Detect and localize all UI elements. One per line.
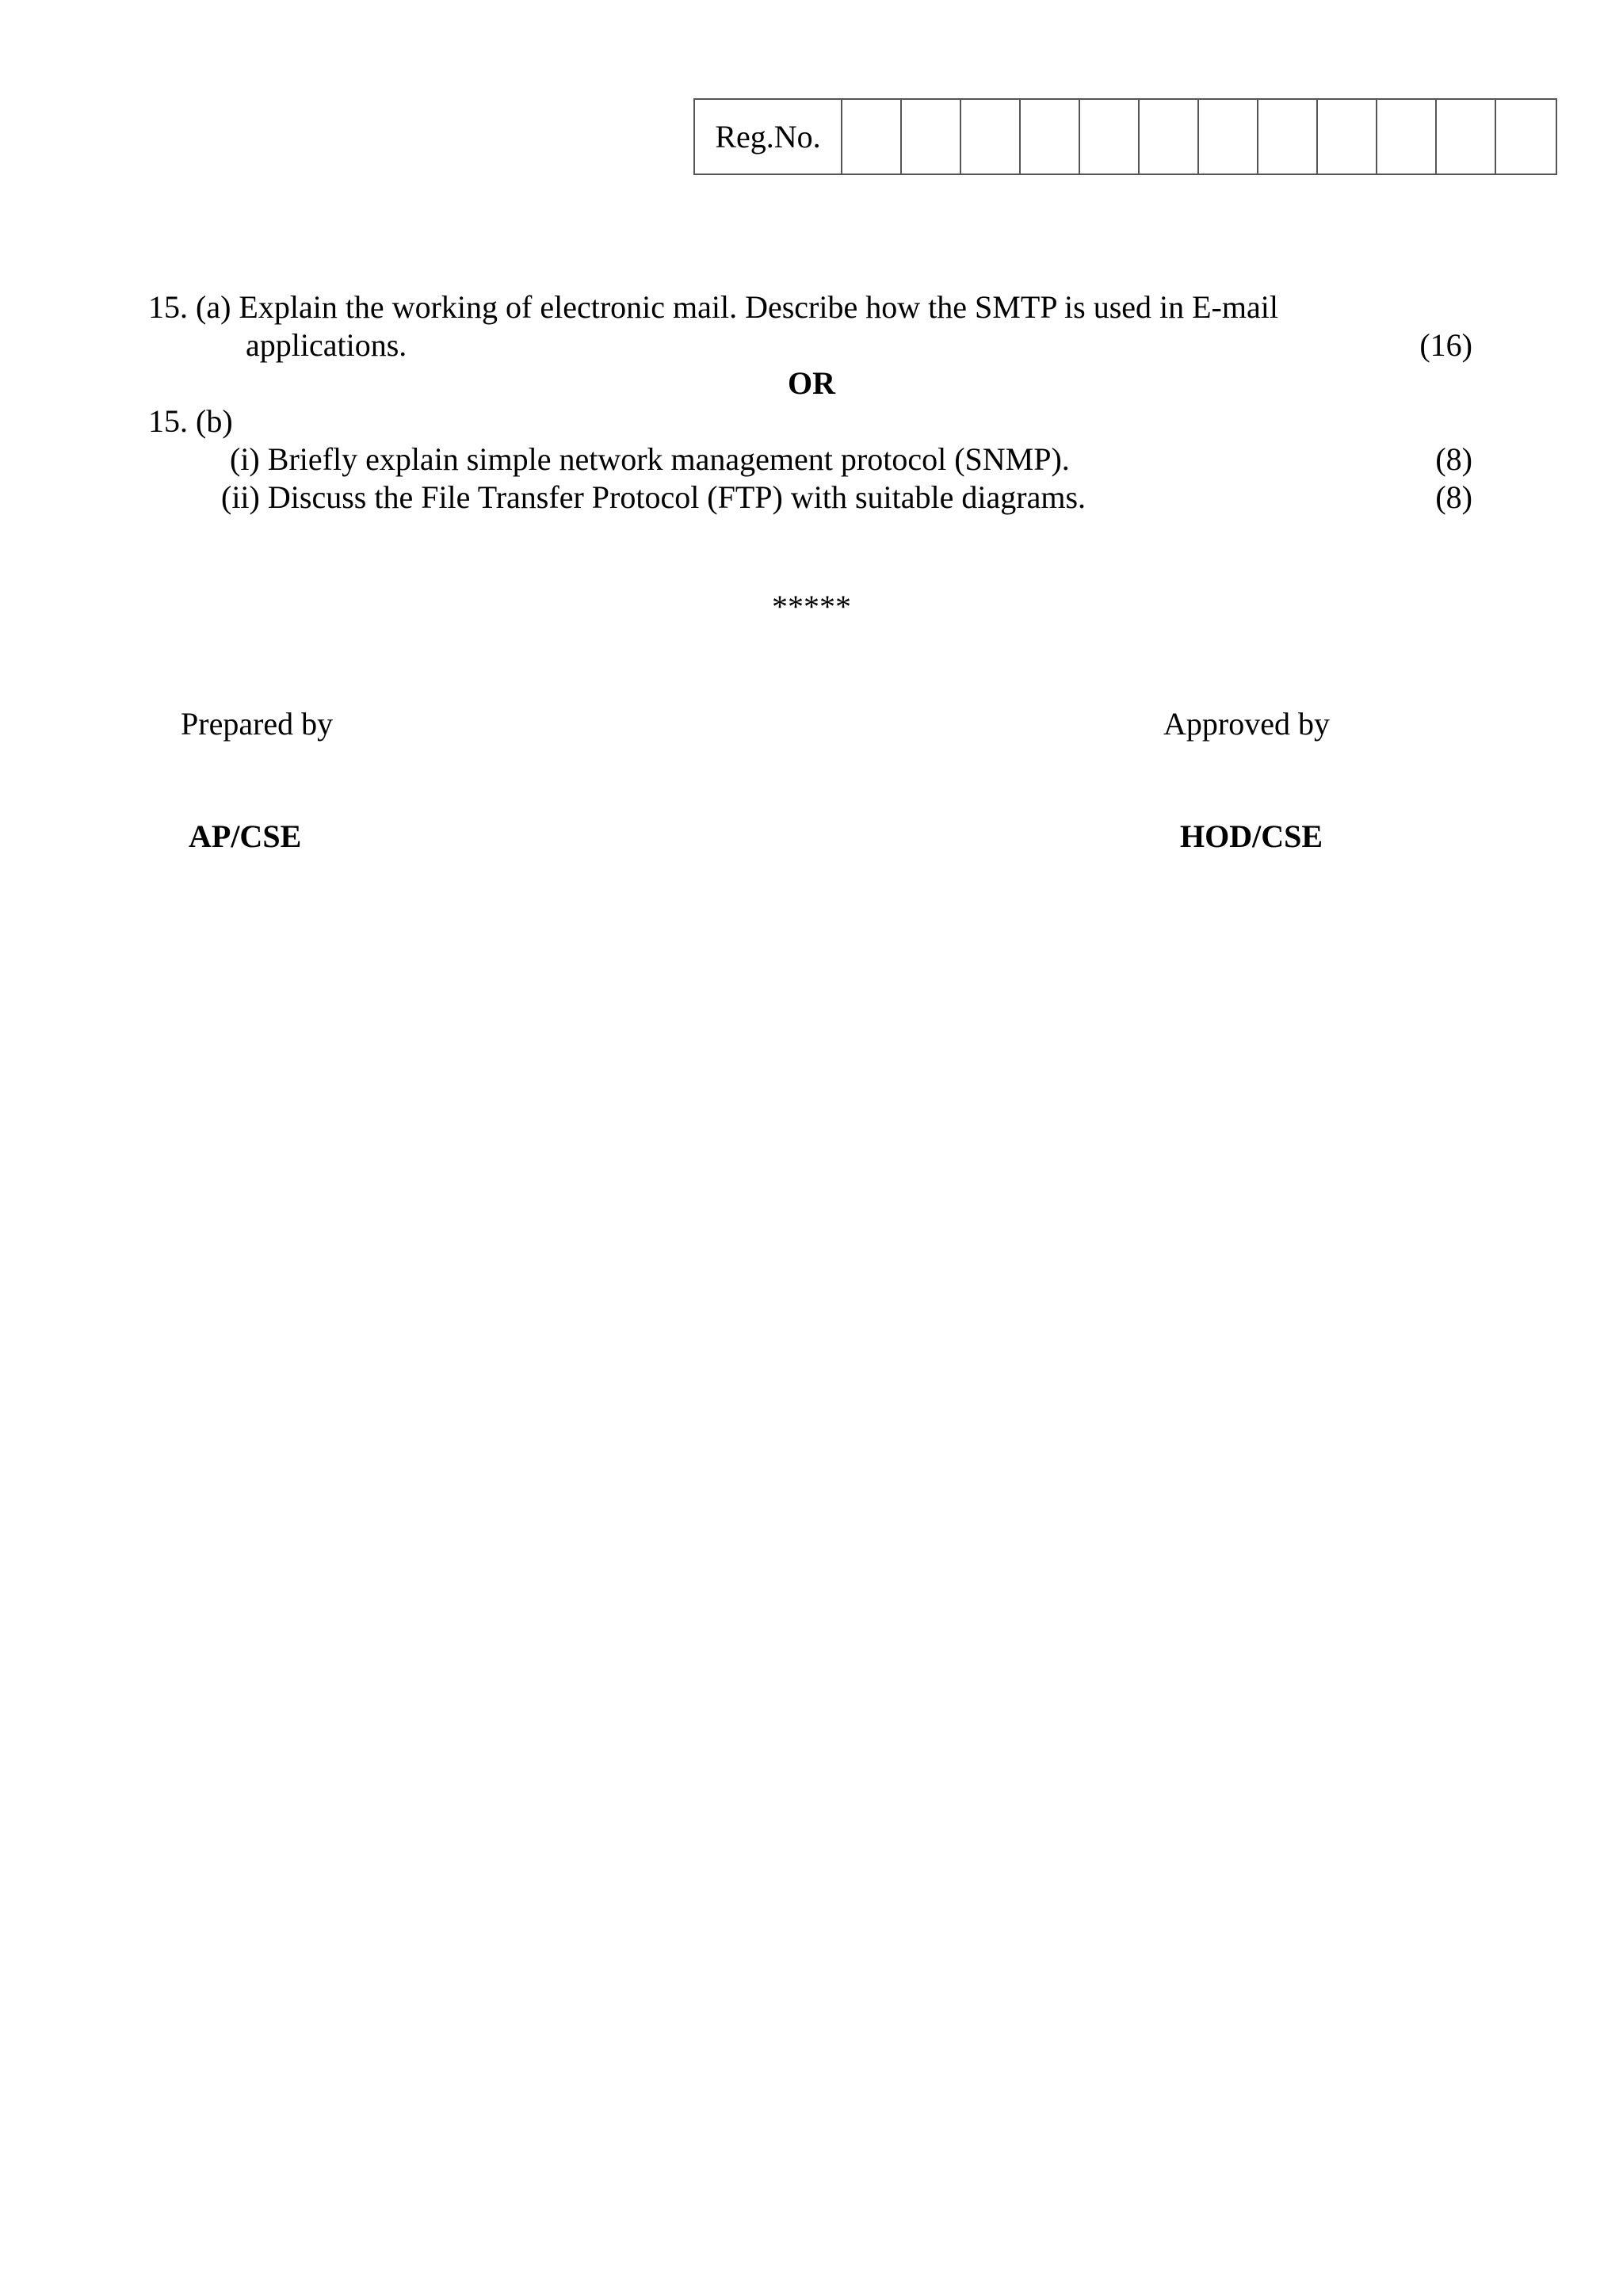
reg-no-cell[interactable] — [1377, 100, 1437, 174]
part-label: (ii) — [221, 479, 260, 515]
question-15b-part-i-marks: (8) — [1435, 441, 1472, 477]
approved-by-label: Approved by — [1163, 706, 1330, 742]
question-15a-line2: applications. — [246, 327, 407, 363]
question-15a-number: 15. (a) — [148, 289, 231, 325]
reg-no-cell[interactable] — [902, 100, 961, 174]
reg-no-cell[interactable] — [842, 100, 902, 174]
reg-no-cell[interactable] — [1437, 100, 1496, 174]
reg-no-cell[interactable] — [1080, 100, 1140, 174]
reg-no-cell[interactable] — [1496, 100, 1556, 174]
part-text: Discuss the File Transfer Protocol (FTP) with suitable diagrams. — [267, 479, 1086, 515]
approved-role: HOD/CSE — [1180, 818, 1323, 854]
reg-no-cell[interactable] — [961, 100, 1021, 174]
part-label: (i) — [230, 441, 260, 477]
question-15a-text: Explain the working of electronic mail. Describe how the SMTP is used in E-mail — [239, 289, 1278, 325]
question-15b-part-ii — [221, 479, 1086, 517]
reg-no-cell[interactable] — [1318, 100, 1377, 174]
question-15a-marks: (16) — [1419, 327, 1472, 363]
prepared-by-label: Prepared by — [181, 706, 334, 742]
question-15a-line1 — [148, 288, 1278, 326]
reg-no-cell[interactable] — [1258, 100, 1318, 174]
reg-no-cell[interactable] — [1140, 100, 1199, 174]
question-15b-part-ii-marks: (8) — [1435, 479, 1472, 515]
or-separator: OR — [788, 365, 835, 401]
question-15b-part-i — [230, 441, 1070, 479]
question-15b-number: 15. (b) — [148, 403, 233, 439]
prepared-role: AP/CSE — [189, 818, 302, 854]
part-text: Briefly explain simple network management protocol (SNMP). — [267, 441, 1070, 477]
reg-no-cell[interactable] — [1199, 100, 1258, 174]
reg-no-cell[interactable] — [1021, 100, 1080, 174]
reg-no-box — [693, 98, 1557, 175]
reg-no-label: Reg.No. — [695, 100, 842, 174]
end-of-paper-mark: ***** — [772, 589, 851, 624]
